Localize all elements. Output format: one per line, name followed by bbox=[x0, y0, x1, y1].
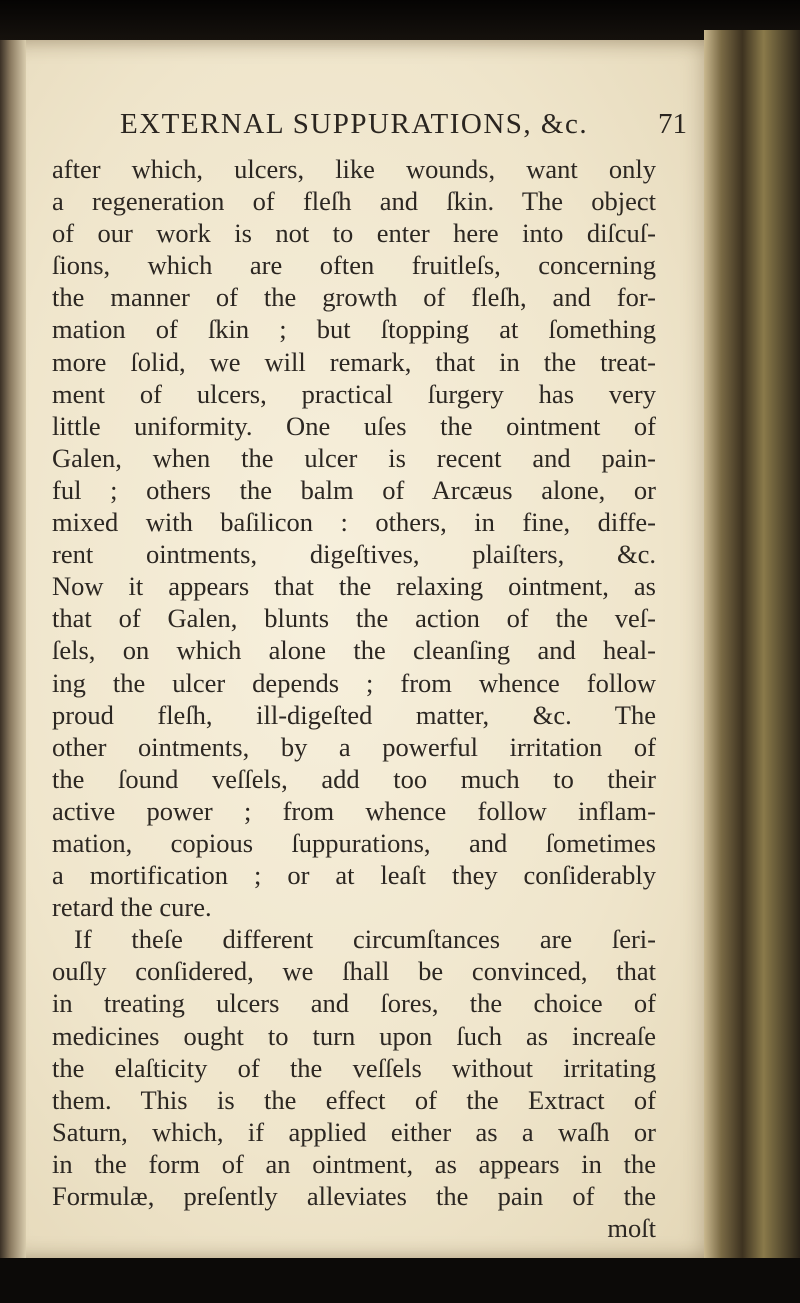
scan-background-bottom bbox=[0, 1258, 800, 1303]
text-line: ing the ulcer depends ; from whence follow bbox=[52, 667, 656, 698]
catchword: moſt bbox=[607, 1213, 656, 1244]
text-line: the elaſticity of the veſſels without irritating bbox=[52, 1052, 656, 1083]
page-left-edge bbox=[0, 40, 26, 1260]
text-line: more ſolid, we will remark, that in the treat- bbox=[52, 346, 656, 377]
text-line: rent ointments, digeſtives, plaiſters, &c. bbox=[52, 539, 656, 570]
text-line: them. This is the effect of the Extract of bbox=[52, 1084, 656, 1115]
text-line: a mortification ; or at leaſt they conſiderably bbox=[52, 860, 656, 891]
text-line: ouſly conſidered, we ſhall be convinced, that bbox=[52, 956, 656, 987]
text-line: ſions, which are often fruitleſs, concerning bbox=[52, 250, 656, 281]
text-line: little uniformity. One uſes the ointment of bbox=[52, 410, 656, 441]
text-line: the ſound veſſels, add too much to their bbox=[52, 763, 656, 794]
text-line: of our work is not to enter here into diſcuſ- bbox=[52, 218, 656, 249]
text-line: proud fleſh, ill-digeſted matter, &c. The bbox=[52, 699, 656, 730]
text-line: mation, copious ſuppurations, and ſometimes bbox=[52, 827, 656, 858]
text-line: Now it appears that the relaxing ointment, as bbox=[52, 571, 656, 602]
text-line: a regeneration of fleſh and ſkin. The object bbox=[52, 186, 656, 217]
text-line: Saturn, which, if applied either as a waſh or bbox=[52, 1116, 656, 1147]
text-line: the manner of the growth of fleſh, and for- bbox=[52, 282, 656, 313]
text-line: ment of ulcers, practical ſurgery has very bbox=[52, 378, 656, 409]
text-line: Formulæ, preſently alleviates the pain of the bbox=[52, 1181, 656, 1211]
book-binding bbox=[704, 30, 800, 1270]
running-title: EXTERNAL SUPPURATIONS, &c. bbox=[120, 108, 589, 140]
text-line: If theſe different circumſtances are ſeri- bbox=[74, 924, 656, 955]
page-number: 71 bbox=[658, 108, 687, 140]
text-line: retard the cure. bbox=[52, 892, 212, 923]
text-line: after which, ulcers, like wounds, want only bbox=[52, 154, 656, 184]
text-line: that of Galen, blunts the action of the veſ- bbox=[52, 603, 656, 634]
text-line: in the form of an ointment, as appears in the bbox=[52, 1148, 656, 1179]
text-line: ſels, on which alone the cleanſing and heal- bbox=[52, 635, 656, 666]
text-line: ful ; others the balm of Arcæus alone, or bbox=[52, 474, 656, 505]
body-text bbox=[52, 153, 656, 1244]
text-line: Galen, when the ulcer is recent and pain- bbox=[52, 442, 656, 473]
text-line: other ointments, by a powerful irritation of bbox=[52, 731, 656, 762]
text-line: in treating ulcers and ſores, the choice of bbox=[52, 988, 656, 1019]
text-line: mixed with baſilicon : others, in fine, diffe- bbox=[52, 507, 656, 538]
text-line: active power ; from whence follow inflam- bbox=[52, 795, 656, 826]
text-line: medicines ought to turn upon ſuch as increaſe bbox=[52, 1020, 656, 1051]
text-line: mation of ſkin ; but ſtopping at ſomething bbox=[52, 314, 656, 345]
